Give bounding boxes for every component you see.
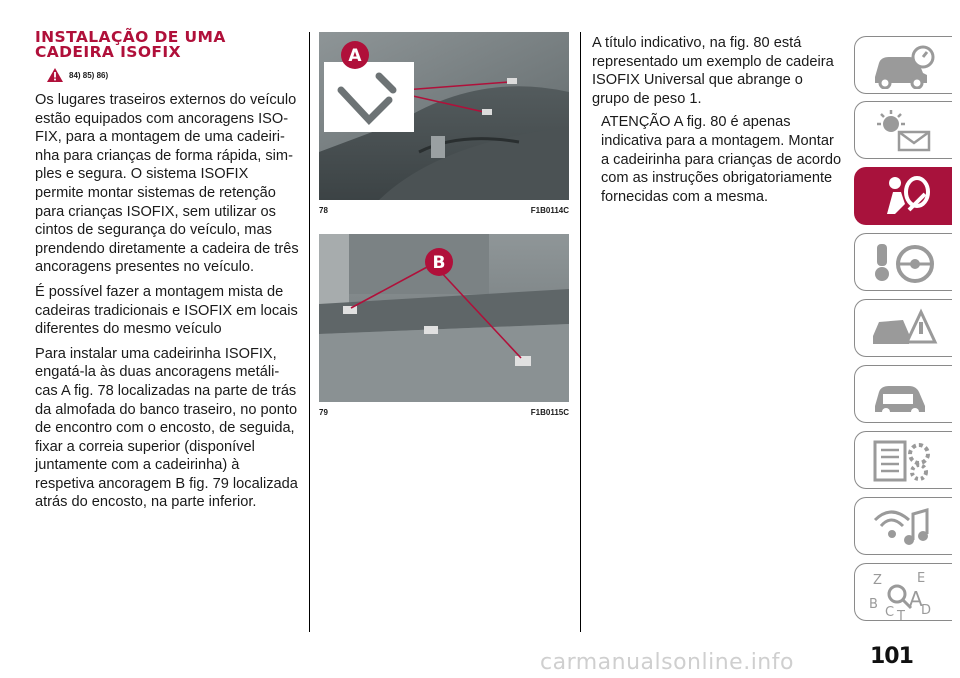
tab-maintenance[interactable]	[854, 365, 952, 423]
svg-text:D: D	[921, 603, 932, 618]
column-divider-2	[580, 32, 581, 632]
figure-78-caption	[319, 206, 569, 215]
figure-79-code: F1B0115C	[530, 408, 569, 417]
paragraph-1: Os lugares traseiros externos do veículo estão equipados com ancoragens ISO-FIX, para a montagem de uma cadeiri-nha para crianças de forma rápida, sim-ples e segura. O sistema ISOFIX permite montar sistemas de retenção para crianças ISOFIX, sem utilizar os cintos de segurança do veículo, mas prendendo diretamente a cadeira de três ancoragens presentes no veículo.	[35, 92, 299, 276]
tab-technical-data[interactable]	[854, 431, 952, 489]
page-number: 101	[870, 644, 913, 669]
svg-text:T: T	[897, 609, 905, 620]
figure-78	[319, 32, 569, 215]
car-dashboard-icon	[869, 43, 939, 89]
car-maintenance-icon	[869, 372, 939, 418]
alphabetical-index-icon	[869, 570, 939, 620]
figure-78-code: F1B0114C	[530, 206, 569, 215]
tab-safety[interactable]	[854, 167, 952, 225]
svg-text:E: E	[917, 571, 926, 586]
warning-triangle-icon	[47, 68, 63, 82]
tab-warning-lights[interactable]	[854, 101, 952, 159]
paragraph-4: A título indicativo, na fig. 80 está representado um exemplo de cadeira ISOFIX Universal que abrange o grupo de peso 1.	[592, 35, 834, 107]
attention-note: ATENÇÃO A fig. 80 é apenas indicativa para a montagem. Montar a cadeirinha para crianças de acordo com as instruções obrigatoriamente fornecidas com a mesma.	[601, 114, 842, 205]
section-title-line-1: INSTALAÇÃO DE UMA	[35, 28, 226, 46]
column-divider-1	[309, 32, 310, 632]
warning-lights-icon	[869, 108, 939, 154]
svg-text:B: B	[869, 597, 878, 612]
paragraph-3: Para instalar uma cadeirinha ISOFIX, engatá-la às duas ancoragens metáli-cas A fig. 78 localizadas na parte de trás da almofada do banco traseiro, no ponto de encontro com o encosto, de seguida, fixar a correia superior (disponível juntamente com a cadeirinha) à respetiva ancoragem B fig. 79 localizada atrás do encosto, na parte inferior.	[35, 345, 298, 511]
technical-data-icon	[869, 438, 939, 484]
tab-knowing-car[interactable]	[854, 36, 952, 94]
svg-text:A: A	[909, 587, 923, 611]
figure-79-caption	[319, 408, 569, 417]
section-title-line-2: CADEIRA ISOFIX	[35, 43, 181, 61]
tether-anchor-photo	[319, 234, 569, 402]
figure-78-number: 78	[319, 206, 328, 215]
text-column-1	[35, 30, 299, 518]
paragraph-2: É possível fazer a montagem mista de cadeiras tradicionais e ISOFIX em locais diferentes do mesmo veículo	[35, 283, 298, 338]
airbag-safety-icon	[869, 174, 939, 220]
figure-78-callout: A	[348, 46, 362, 66]
figure-79-callout: B	[432, 253, 446, 273]
tab-multimedia[interactable]	[854, 497, 952, 555]
multimedia-icon	[869, 504, 939, 550]
emergency-breakdown-icon	[869, 306, 939, 352]
svg-text:C: C	[885, 605, 895, 620]
isofix-anchor-photo	[319, 32, 569, 200]
tab-index[interactable]	[854, 563, 952, 621]
warning-refs: 84) 85) 86)	[69, 70, 109, 80]
watermark: carmanualsonline.info	[540, 650, 794, 675]
tab-emergency[interactable]	[854, 299, 952, 357]
tab-starting-driving[interactable]	[854, 233, 952, 291]
svg-text:Z: Z	[873, 573, 882, 588]
warning-reference	[47, 67, 299, 83]
text-column-3	[592, 34, 842, 211]
key-steering-wheel-icon	[869, 240, 939, 286]
figure-79-number: 79	[319, 408, 328, 417]
figure-79	[319, 234, 569, 417]
section-title	[35, 30, 299, 60]
